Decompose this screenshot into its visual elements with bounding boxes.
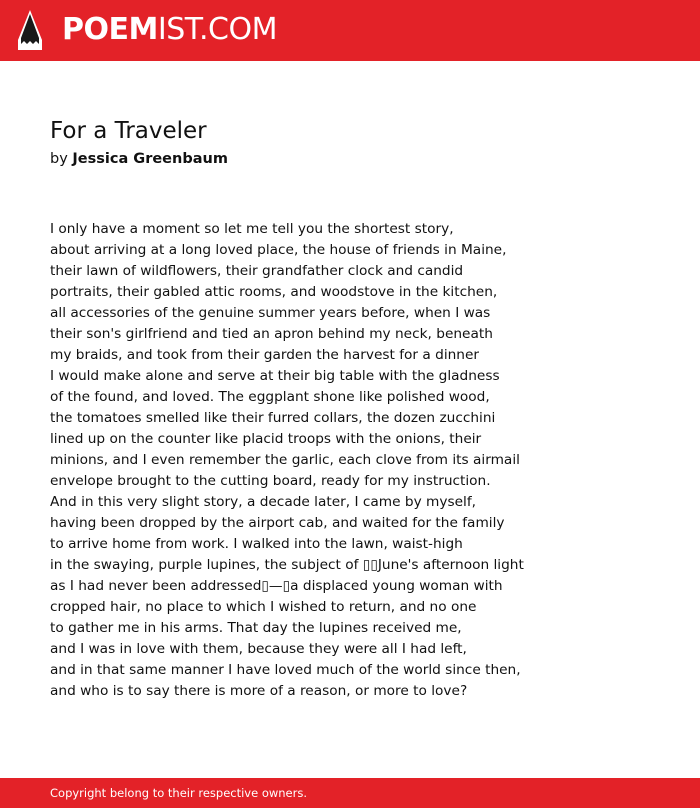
poem-line: the tomatoes smelled like their furred collars, the dozen zucchini [50,410,496,426]
poem-line: and in that same manner I have loved much of the world since then, [50,662,521,678]
poem-line: their lawn of wildflowers, their grandfather clock and candid [50,263,464,279]
poem-line: minions, and I even remember the garlic, each clove from its airmail [50,452,520,468]
poem-line: to arrive home from work. I walked into the lawn, waist-high [50,536,463,552]
poem-line: envelope brought to the cutting board, ready for my instruction. [50,473,491,489]
poem-line: having been dropped by the airport cab, and waited for the family [50,515,505,531]
poem-line: portraits, their gabled attic rooms, and woodstove in the kitchen, [50,284,498,300]
poem-line: as I had never been addressed▯—▯a displaced young woman with [50,578,503,594]
logo-text-light: IST.COM [157,12,277,47]
poem-line: and who is to say there is more of a reason, or more to love? [50,683,468,699]
poem-line: I only have a moment so let me tell you the shortest story, [50,221,454,237]
poem-byline [50,148,228,170]
poem-author: Jessica Greenbaum [72,151,228,167]
poem-line: and I was in love with them, because they were all I had left, [50,641,467,657]
poem-line: lined up on the counter like placid troops with the onions, their [50,431,482,447]
byline-prefix: by [50,151,68,167]
poem-line: their son's girlfriend and tied an apron behind my neck, beneath [50,326,493,342]
site-footer [0,778,700,808]
poem-line: in the swaying, purple lupines, the subject of ▯▯June's afternoon light [50,557,524,573]
poem-line: And in this very slight story, a decade later, I came by myself, [50,494,476,510]
poem-line: my braids, and took from their garden the harvest for a dinner [50,347,480,363]
poem-line: of the found, and loved. The eggplant shone like polished wood, [50,389,490,405]
poem-line: I would make alone and serve at their big table with the gladness [50,368,500,384]
footer-copyright: Copyright belong to their respective owners. [50,786,308,800]
poem-title: For a Traveler [50,118,207,144]
pencil-logo-icon[interactable] [18,10,42,50]
site-header [0,0,700,61]
logo-text-bold: POEM [62,12,158,47]
poem-body [50,219,670,702]
site-logo[interactable] [62,12,277,48]
poem-line: about arriving at a long loved place, the house of friends in Maine, [50,242,507,258]
poem-line: to gather me in his arms. That day the lupines received me, [50,620,462,636]
poem-line: cropped hair, no place to which I wished to return, and no one [50,599,477,615]
poem-line: all accessories of the genuine summer years before, when I was [50,305,491,321]
